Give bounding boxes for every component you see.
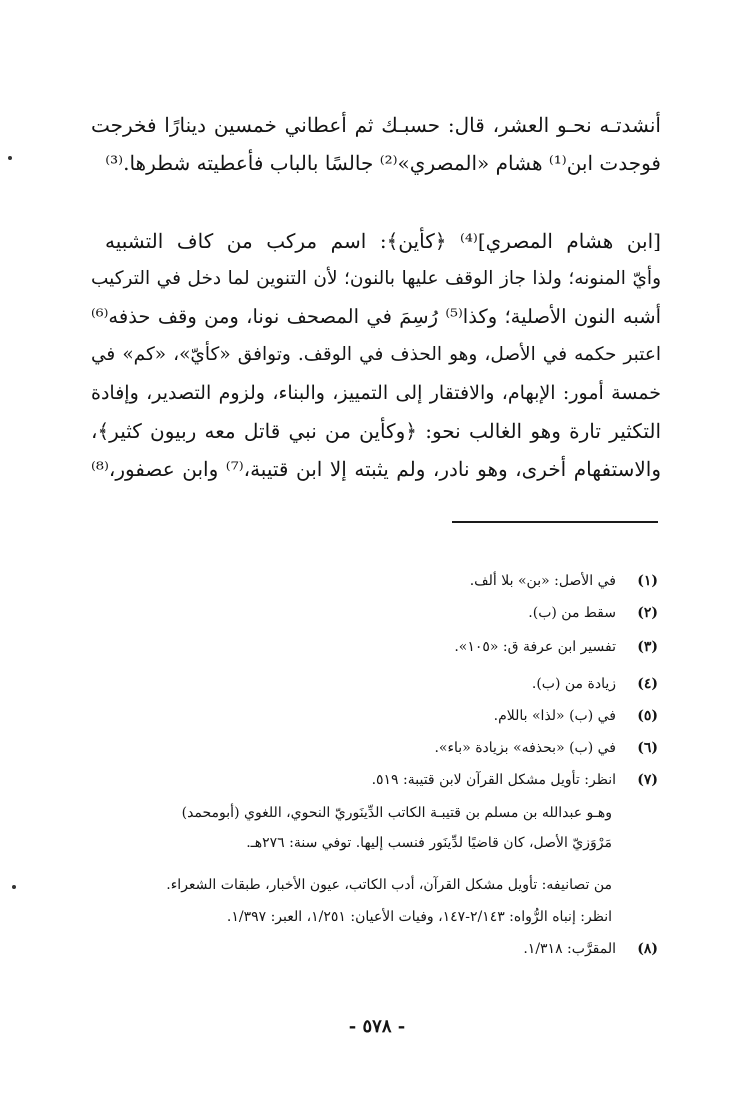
margin-mark	[8, 156, 12, 160]
footnote-7-continuation: انظر: إنباه الرُّواه: ٢/١٤٣-١٤٧، وفيات الأعيان: ١/٢٥١، العبر: ١/٣٩٧.	[226, 909, 612, 925]
footnote-number: (٧)	[637, 772, 658, 788]
main-text-line: فوجدت ابن⁽¹⁾ هشام «المصري»⁽²⁾ جالسًا بالباب فأعطيته شطرها.⁽³⁾	[105, 151, 661, 175]
footnote-separator	[452, 521, 658, 523]
footnote-text: في (ب) «بحذفه» بزيادة «باء».	[434, 740, 616, 756]
footnote-number: (٢)	[637, 605, 658, 621]
footnote-4	[532, 671, 658, 697]
footnote-6	[434, 735, 658, 761]
footnote-7	[372, 767, 658, 793]
footnote-number: (٤)	[637, 676, 658, 692]
footnote-text: سقط من (ب).	[528, 605, 616, 621]
footnote-text: زيادة من (ب).	[531, 676, 616, 692]
main-text-line: أنشدتـه نحـو العشر، قال: حسبـك ثم أعطاني خمسين دينارًا فخرجت	[91, 113, 661, 137]
main-text-line: التكثير تارة وهو الغالب نحو: ﴿وكأين من نبي قاتل معه ربيون كثير﴾،	[91, 419, 661, 443]
footnote-2	[528, 600, 658, 626]
footnote-text: تفسير ابن عرفة ق: «١٠٥».	[454, 639, 616, 655]
footnote-7-continuation: مَرْوَزيّ الأصل، كان قاضيًا لدِّينَور فنسب إليها. توفي سنة: ٢٧٦هـ.	[246, 835, 612, 851]
footnote-number: (٨)	[637, 941, 658, 957]
footnote-text: في (ب) «لذا» باللام.	[493, 708, 616, 724]
main-text-line: اعتبر حكمه في الأصل، وهو الحذف في الوقف. وتوافق «كأيّ»، «كم» في	[91, 344, 661, 365]
page-number: - ٥٧٨ -	[348, 1016, 406, 1037]
main-text-line: أشبه النون الأصلية؛ وكذا⁽⁵⁾ رُسِمَ في المصحف نونا، ومن وقف حذفه⁽⁶⁾	[91, 305, 662, 328]
footnote-number: (٣)	[637, 639, 658, 655]
footnote-7-continuation: من تصانيفه: تأويل مشكل القرآن، أدب الكاتب، عيون الأخبار، طبقات الشعراء.	[166, 877, 612, 893]
footnote-number: (٦)	[637, 740, 658, 756]
footnote-text: في الأصل: «بن» بلا ألف.	[469, 573, 616, 589]
main-text-line: والاستفهام أخرى، وهو نادر، ولم يثبته إلا ابن قتيبة،⁽⁷⁾ وابن عصفور،⁽⁸⁾	[91, 457, 661, 481]
footnote-number: (١)	[637, 573, 658, 589]
margin-mark	[12, 885, 16, 889]
main-text-line: وأيّ المنونه؛ ولذا جاز الوقف عليها بالنون؛ لأن التنوين لما دخل في التركيب	[91, 268, 661, 289]
main-text-line: [ابن هشام المصري]⁽⁴⁾ ﴿كأين﴾: اسم مركب من كاف التشبيه	[105, 229, 661, 253]
footnote-1	[470, 568, 658, 594]
main-text-line: خمسة أمور: الإبهام، والافتقار إلى التمييز، والبناء، ولزوم التصدير، وإفادة	[91, 382, 661, 404]
footnote-7-continuation: وهـو عبدالله بن مسلم بن قتيبـة الكاتب الدِّينَوريّ النحوي، اللغوي (أبومحمد)	[181, 805, 612, 821]
footnote-number: (٥)	[637, 708, 658, 724]
footnote-3	[454, 634, 658, 660]
footnote-text: انظر: تأويل مشكل القرآن لابن قتيبة: ٥١٩.	[371, 772, 616, 788]
footnote-text: المقرَّب: ١/٣١٨.	[523, 941, 616, 957]
footnote-8	[523, 936, 658, 962]
footnote-5	[494, 703, 658, 729]
